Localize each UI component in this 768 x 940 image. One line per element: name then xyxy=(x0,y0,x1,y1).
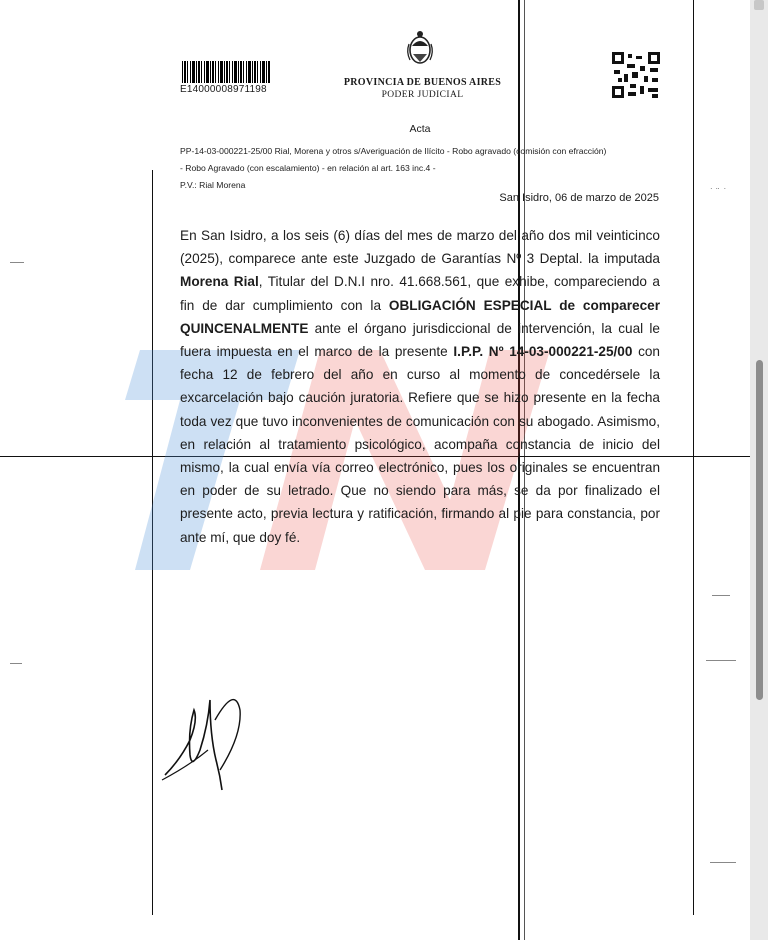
coat-of-arms-icon xyxy=(405,28,435,70)
handwritten-signature xyxy=(160,680,255,800)
case-line-2: - Robo Agravado (con escalamiento) - en relación al art. 163 inc.4 - xyxy=(180,163,436,173)
document-body xyxy=(180,224,660,549)
body-part-3: ante el órgano jurisdiccional de intervención, la cual le fuera impuesta en el marco de la presente xyxy=(180,320,660,360)
scrollbar-thumb[interactable] xyxy=(756,360,763,700)
qr-code-icon xyxy=(612,52,660,98)
margin-dash xyxy=(10,262,24,263)
margin-dash xyxy=(710,862,736,863)
body-part-1: En San Isidro, a los seis (6) días del mes de marzo del año dos mil veinticinco (2025), comparece ante este Juzgado de Garantías Nº 3 Deptal. la imputada xyxy=(180,228,660,267)
body-part-2: , Titular del D.N.I nro. 41.668.561, que exhibe, compareciendo a fin de dar cumplimiento con la xyxy=(180,274,660,313)
margin-mark: ⠂⠒ ⠂ xyxy=(710,187,729,193)
barcode xyxy=(182,61,270,83)
margin-dash xyxy=(712,595,730,596)
ipp-number: I.P.P. Nº 14-03-000221-25/00 xyxy=(453,344,633,360)
case-line-1: PP-14-03-000221-25/00 Rial, Morena y otros s/Averiguación de Ilícito - Robo agravado (comisión con efracción) xyxy=(180,146,607,156)
left-margin-line xyxy=(152,170,153,915)
scrollbar-up-button[interactable] xyxy=(754,0,764,10)
department-title: PODER JUDICIAL xyxy=(381,90,464,100)
victim-line: P.V.: Rial Morena xyxy=(180,180,246,190)
body-part-4: con fecha 12 de febrero del año en curso al momento de concedérsele la excarcelación bajo caución juratoria. Refiere que se hizo presente en la fecha toda vez que tuvo inconvenientes de comunicación con su abogado. Asimismo, en relación al tratamiento psicológico, acompaña constancia de inicio del mismo, la cual envía vía correo electrónico, pues los originales se encuentran en poder de su letrado. Que no siendo para más, se da por finalizado el presente acto, previa lectura y ratificación, firmando al pie para constancia, por ante mí, que doy fé. xyxy=(180,344,660,545)
margin-dash xyxy=(10,663,22,664)
right-margin-line xyxy=(693,0,694,915)
institution-title: PROVINCIA DE BUENOS AIRES xyxy=(343,77,502,88)
defendant-name: Morena Rial xyxy=(180,274,259,290)
place-date: San Isidro, 06 de marzo de 2025 xyxy=(499,192,659,204)
margin-dash xyxy=(706,660,736,661)
barcode-number: E14000008971198 xyxy=(180,84,267,95)
obligation-text: OBLIGACIÓN ESPECIAL de comparecer QUINCENALMENTE xyxy=(180,297,660,336)
document-title: Acta xyxy=(409,123,431,135)
